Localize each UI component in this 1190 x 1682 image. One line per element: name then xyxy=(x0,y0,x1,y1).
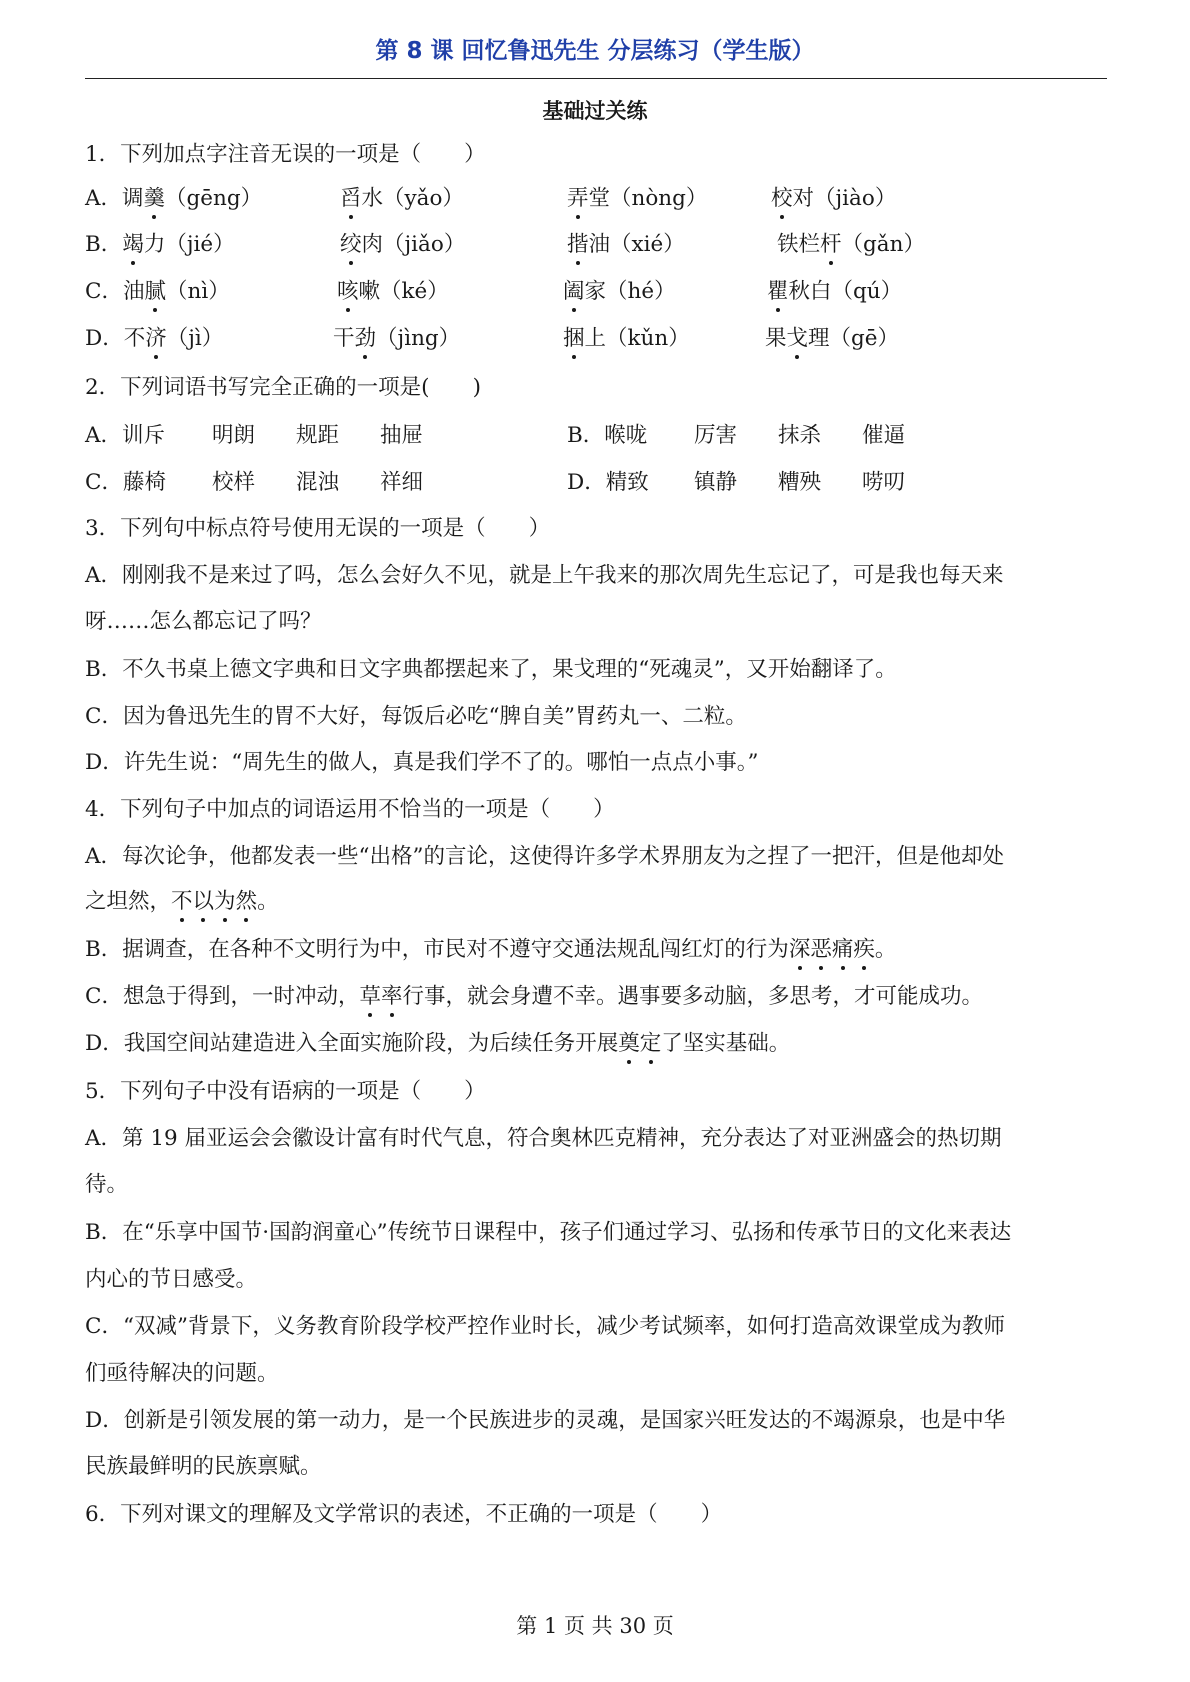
q4-option-a-line-1: A．每次论争，他都发表一些“出格”的言论，这使得许多学术界朋友为之捏了一把汗，但是他却处 xyxy=(85,844,1005,869)
q2-option-d-4: 唠叨 xyxy=(862,470,906,495)
page-number: 第 1 页 共 30 页 xyxy=(516,1614,674,1638)
q5-option-b-line-1: B．在“乐享中国节·国韵润童心”传统节日课程中，孩子们通过学习、弘扬和传承节日的文化来表达 xyxy=(85,1220,1012,1245)
q5-option-c-line-1: C．“双减”背景下，义务教育阶段学校严控作业时长，减少考试频率，如何打造高效课堂成为教师 xyxy=(85,1314,1005,1339)
q1-option-a-4: 校对（jiào） xyxy=(771,184,896,214)
q3-option-b: B．不久书桌上德文字典和日文字典都摆起来了，果戈理的“死魂灵”，又开始翻译了。 xyxy=(85,657,897,682)
q2-option-d-2: 镇静 xyxy=(694,470,738,495)
q4-option-b: B．据调查，在各种不文明行为中，市民对不遵守交通法规乱闯红灯的行为深恶痛疾。 xyxy=(85,935,896,965)
q2-option-a-4: 抽屉 xyxy=(380,423,424,448)
q2-option-b-4: 催逼 xyxy=(862,423,906,448)
q1-option-c-2: 咳嗽（ké） xyxy=(337,277,449,307)
q1-option-b-4: 铁栏杆（gǎn） xyxy=(777,230,925,260)
q4-option-a-line-2: 之坦然，不以为然。 xyxy=(85,887,279,917)
q5-option-d-line-1: D．创新是引领发展的第一动力，是一个民族进步的灵魂，是国家兴旺发达的不竭源泉，也是中华 xyxy=(85,1408,1006,1433)
dotted-word xyxy=(171,889,257,914)
header-rule xyxy=(85,78,1107,79)
q2-option-c-2: 校样 xyxy=(212,470,256,495)
q1-option-a-2: 舀水（yǎo） xyxy=(340,184,464,214)
question-3-stem: 3．下列句中标点符号使用无误的一项是（ ） xyxy=(85,516,551,541)
q1-option-c-4: 瞿秋白（qú） xyxy=(767,277,902,307)
q2-option-c-1: C．藤椅 xyxy=(85,470,166,495)
q2-option-d-3: 糟殃 xyxy=(778,470,822,495)
dotted-char: 疾 xyxy=(853,935,875,965)
dotted-char: 率 xyxy=(381,982,403,1012)
q1-option-b-1: B．竭力（jié） xyxy=(85,230,235,260)
q3-option-d: D．许先生说：“周先生的做人，真是我们学不了的。哪怕一点点小事。” xyxy=(85,750,759,775)
q2-option-a-3: 规距 xyxy=(296,423,340,448)
dotted-char: 不 xyxy=(171,887,193,917)
q2-option-d-1: D．精致 xyxy=(567,470,649,495)
q3-option-a-line-1: A．刚刚我不是来过了吗，怎么会好久不见，就是上午我来的那次周先生忘记了，可是我也每天来 xyxy=(85,563,1004,588)
q1-option-c-3: 阖家（hé） xyxy=(563,277,676,307)
q1-option-c-1: C．油腻（nì） xyxy=(85,277,230,307)
q5-option-a-line-1: A．第 19 届亚运会会徽设计富有时代气息，符合奥林匹克精神，充分表达了对亚洲盛会的热切期 xyxy=(85,1126,1002,1151)
q2-option-c-3: 混浊 xyxy=(296,470,340,495)
q3-option-a-line-2: 呀……怎么都忘记了吗？ xyxy=(85,609,322,634)
q1-option-b-2: 绞肉（jiǎo） xyxy=(340,230,465,260)
dotted-char: 深 xyxy=(789,935,811,965)
question-1-stem: 1．下列加点字注音无误的一项是（ ） xyxy=(85,142,486,167)
question-2-stem: 2．下列词语书写完全正确的一项是( ) xyxy=(85,375,481,400)
dotted-char: 然 xyxy=(236,887,258,917)
dotted-char: 奠 xyxy=(618,1029,640,1059)
dotted-char: 草 xyxy=(359,982,381,1012)
q2-option-b-3: 抹杀 xyxy=(778,423,822,448)
q3-option-c: C．因为鲁迅先生的胃不大好，每饭后必吃“脾自美”胃药丸一、二粒。 xyxy=(85,704,747,729)
dotted-char: 恶 xyxy=(810,935,832,965)
q1-option-d-1: D．不济（jì） xyxy=(85,324,223,354)
q5-option-a-line-2: 待。 xyxy=(85,1172,129,1197)
dotted-char: 为 xyxy=(214,887,236,917)
dotted-char: 痛 xyxy=(832,935,854,965)
section-title: 基础过关练 xyxy=(542,99,648,123)
q2-option-a-2: 明朗 xyxy=(212,423,256,448)
question-6-stem: 6．下列对课文的理解及文学常识的表述，不正确的一项是（ ） xyxy=(85,1502,723,1527)
document-title: 第 8 课 回忆鲁迅先生 分层练习（学生版） xyxy=(375,38,815,64)
dotted-char: 以 xyxy=(193,887,215,917)
question-4-stem: 4．下列句子中加点的词语运用不恰当的一项是（ ） xyxy=(85,797,615,822)
q1-option-d-3: 捆上（kǔn） xyxy=(563,324,690,354)
q4-option-d: D．我国空间站建造进入全面实施阶段，为后续任务开展奠定了坚实基础。 xyxy=(85,1029,790,1059)
q2-option-b-2: 厉害 xyxy=(694,423,738,448)
q2-option-c-4: 祥细 xyxy=(380,470,424,495)
dotted-word xyxy=(359,984,402,1009)
q1-option-b-3: 揩油（xié） xyxy=(567,230,685,260)
q1-option-a-3: 弄堂（nòng） xyxy=(567,184,707,214)
dotted-word xyxy=(618,1031,661,1056)
q4-option-c: C．想急于得到，一时冲动，草率行事，就会身遭不幸。遇事要多动脑，多思考，才可能成功。 xyxy=(85,982,983,1012)
q1-option-a-1: A．调羹（gēng） xyxy=(85,184,262,214)
q2-option-b-1: B．喉咙 xyxy=(567,423,648,448)
q5-option-c-line-2: 们亟待解决的问题。 xyxy=(85,1361,279,1386)
dotted-word xyxy=(789,937,875,962)
question-5-stem: 5．下列句子中没有语病的一项是（ ） xyxy=(85,1079,486,1104)
q1-option-d-2: 干劲（jìng） xyxy=(333,324,460,354)
q1-option-d-4: 果戈理（gē） xyxy=(765,324,899,354)
dotted-char: 定 xyxy=(640,1029,662,1059)
q5-option-d-line-2: 民族最鲜明的民族禀赋。 xyxy=(85,1454,322,1479)
q5-option-b-line-2: 内心的节日感受。 xyxy=(85,1267,258,1292)
q2-option-a-1: A．训斥 xyxy=(85,423,166,448)
